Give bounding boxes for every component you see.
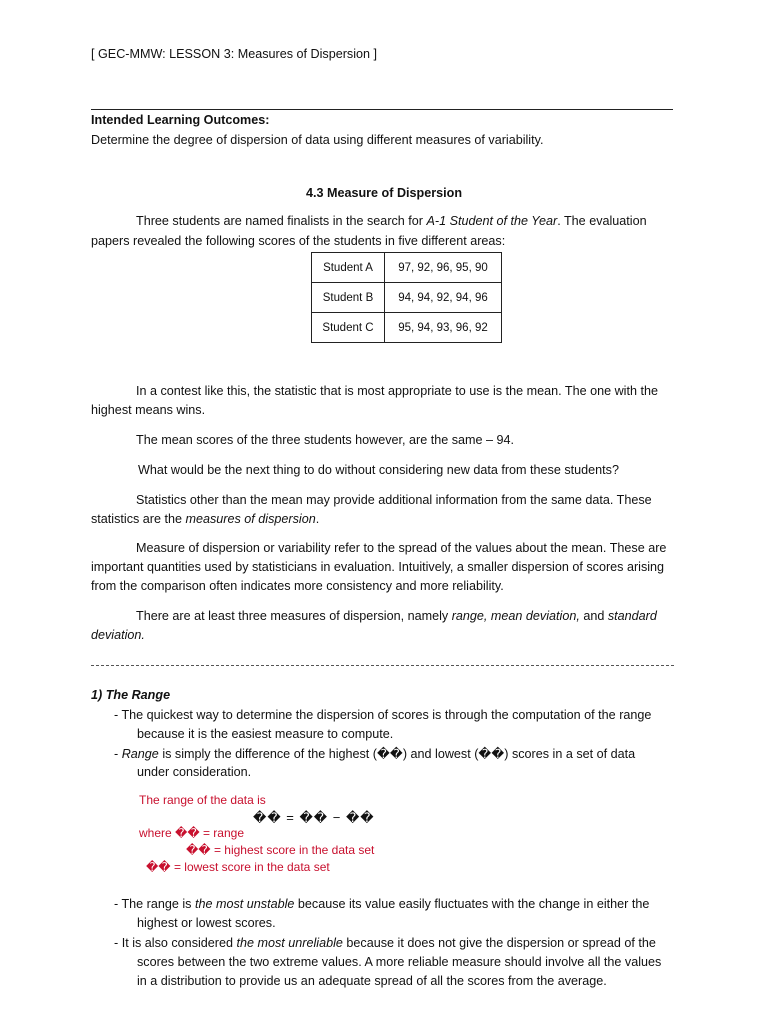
p1-line-1: In a contest like this, the statistic that is most appropriate to use is the mean. The one with the	[136, 384, 658, 398]
p6-and: and	[579, 609, 608, 623]
range-bullet-2-line-2: under consideration.	[137, 765, 252, 779]
p6-line-2: deviation.	[91, 628, 145, 642]
p3: What would be the next thing to do without considering new data from these students?	[138, 463, 619, 477]
bullet-text: is simply the difference of the highest (��) and lowest (��) scores in a set of data	[158, 747, 636, 761]
range-bullet-4-line-1	[114, 936, 656, 950]
range-term: Range	[121, 747, 159, 761]
student-scores: 97, 92, 96, 95, 90	[385, 253, 502, 283]
range-heading: 1) The Range	[91, 688, 171, 702]
table-row	[312, 283, 502, 313]
range-bullet-3-line-2: highest or lowest scores.	[137, 916, 276, 930]
student-scores: 94, 94, 92, 94, 96	[385, 283, 502, 313]
table-row	[312, 253, 502, 283]
p4-term: measures of dispersion	[185, 512, 316, 526]
unreliable-term: the most unreliable	[236, 936, 343, 950]
page-header: [ GEC-MMW: LESSON 3: Measures of Dispersion ]	[91, 47, 378, 61]
p6-terms: range, mean deviation,	[451, 609, 580, 623]
formula-intro: The range of the data is	[139, 793, 266, 807]
p5-line-3: from the comparison often indicates more consistency and more reliability.	[91, 579, 504, 593]
p4-period: .	[315, 512, 320, 526]
intro-line-1	[136, 214, 647, 228]
student-name: Student A	[312, 253, 385, 283]
header-rule	[91, 109, 673, 110]
p6-line-1	[136, 609, 657, 623]
range-bullet-4-line-3: in a distribution to provide us an adequate spread of all the scores from the average.	[137, 974, 607, 988]
student-scores: 95, 94, 93, 96, 92	[385, 313, 502, 343]
p5-line-1: Measure of dispersion or variability refer to the spread of the values about the mean. These are	[136, 541, 667, 555]
range-bullet-3-line-1	[114, 897, 649, 911]
section-divider	[91, 665, 674, 666]
student-name: Student C	[312, 313, 385, 343]
student-name: Student B	[312, 283, 385, 313]
p1-line-2: highest means wins.	[91, 403, 206, 417]
p6-term-standard: standard	[607, 609, 657, 623]
formula-where: where �� = range	[139, 826, 244, 840]
bullet-text-end: because its value easily fluctuates with the change in either the	[294, 897, 650, 911]
award-name: A-1 Student of the Year	[426, 214, 558, 228]
p6-text: There are at least three measures of dispersion, namely	[136, 609, 452, 623]
range-bullet-1-line-1: - The quickest way to determine the dispersion of scores is through the computation of the range	[114, 708, 652, 722]
bullet-dash: -	[114, 747, 122, 761]
ilo-heading: Intended Learning Outcomes:	[91, 113, 270, 127]
unstable-term: the most unstable	[194, 897, 295, 911]
formula-highest: �� = highest score in the data set	[186, 843, 375, 857]
intro-text-end: . The evaluation	[557, 214, 647, 228]
table-row	[312, 313, 502, 343]
section-title: 4.3 Measure of Dispersion	[305, 186, 463, 200]
bullet-text: - The range is	[114, 897, 195, 911]
bullet-text: - It is also considered	[114, 936, 237, 950]
range-bullet-2-line-1	[114, 746, 635, 761]
p4-line-1: Statistics other than the mean may provide additional information from the same data. These	[136, 493, 652, 507]
range-bullet-4-line-2: scores between the two extreme values. A more reliable measure should involve all the values	[137, 955, 662, 969]
bullet-text-end: because it does not give the dispersion or spread of the	[342, 936, 656, 950]
p2: The mean scores of the three students however, are the same – 94.	[136, 433, 515, 447]
range-bullet-1-line-2: because it is the easiest measure to compute.	[137, 727, 394, 741]
intro-line-2: papers revealed the following scores of the students in five different areas:	[91, 234, 506, 248]
p4-line-2	[91, 512, 319, 526]
range-equation: �� = �� − ��	[253, 810, 375, 825]
p5-line-2: important quantities used by statisticians in evaluation. Intuitively, a smaller dispersion of scores arising	[91, 560, 665, 574]
scores-table	[311, 252, 502, 343]
formula-lowest: �� = lowest score in the data set	[146, 860, 330, 874]
intro-text: Three students are named finalists in the search for	[136, 214, 427, 228]
ilo-text: Determine the degree of dispersion of data using different measures of variability.	[91, 133, 544, 147]
p4-text: statistics are the	[91, 512, 186, 526]
